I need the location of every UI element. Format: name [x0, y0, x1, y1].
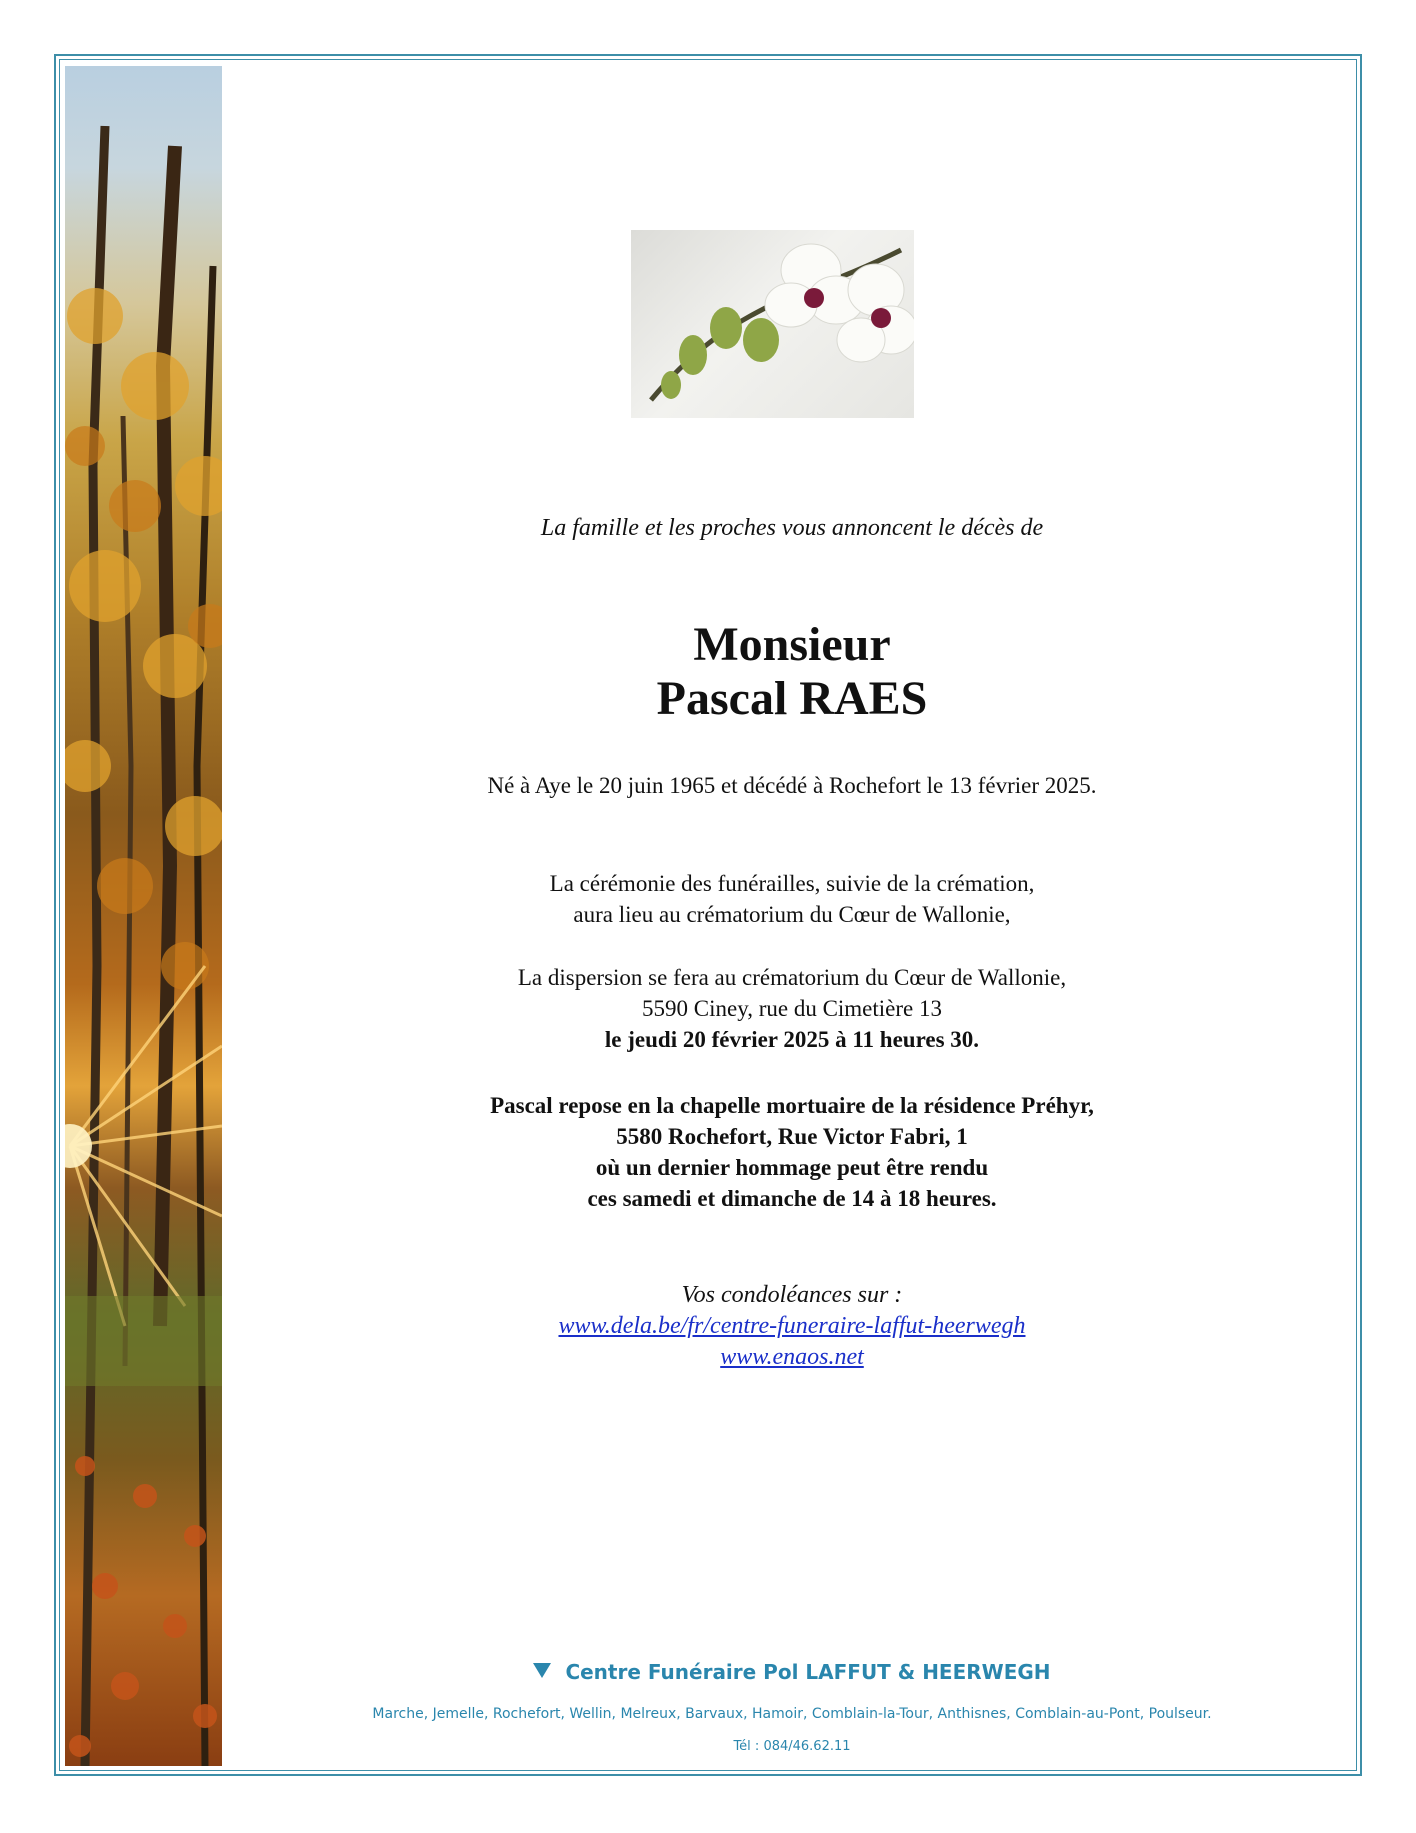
dispersion-line: La dispersion se fera au crématorium du Cœur de Wallonie, [517, 965, 1067, 990]
ceremony-line: aura lieu au crématorium du Cœur de Wallonie, [573, 902, 1011, 927]
condolences-link-enaos[interactable]: www.enaos.net [720, 1344, 864, 1370]
repose-info [222, 1090, 1362, 1214]
ceremony-info [222, 868, 1362, 930]
salutation: Monsieur [693, 618, 891, 671]
condolences-section [222, 1280, 1362, 1373]
dispersion-datetime: le jeudi 20 février 2025 à 11 heures 30. [604, 1027, 980, 1052]
orchid-photo [631, 230, 914, 418]
company-name: Centre Funéraire Pol LAFFUT & HEERWEGH [565, 1660, 1051, 1684]
full-name: Pascal RAES [656, 672, 928, 725]
dispersion-line: 5590 Ciney, rue du Cimetière 13 [642, 996, 942, 1021]
funeral-home-phone: Tél : 084/46.62.11 [733, 1739, 851, 1754]
repose-line: où un dernier hommage peut être rendu [595, 1155, 989, 1180]
intro-text: La famille et les proches vous annoncent le décès de [540, 515, 1044, 541]
repose-line: 5580 Rochefort, Rue Victor Fabri, 1 [616, 1124, 968, 1149]
ceremony-line: La cérémonie des funérailles, suivie de la crémation, [549, 871, 1035, 896]
condolences-link-dela[interactable]: www.dela.be/fr/centre-funeraire-laffut-heerwegh [558, 1313, 1026, 1339]
repose-line: ces samedi et dimanche de 14 à 18 heures. [587, 1186, 997, 1211]
autumn-forest-photo [65, 66, 222, 1766]
condolences-label: Vos condoléances sur : [681, 1282, 903, 1308]
triangle-down-icon [533, 1663, 551, 1678]
repose-line: Pascal repose en la chapelle mortuaire de la résidence Préhyr, [490, 1093, 1094, 1118]
birth-death-dates: Né à Aye le 20 juin 1965 et décédé à Rochefort le 13 février 2025. [487, 773, 1097, 798]
funeral-home-locations: Marche, Jemelle, Rochefort, Wellin, Melreux, Barvaux, Hamoir, Comblain-la-Tour, Anthisnes, Comblain-au-Pont, Poulseur. [372, 1706, 1212, 1722]
dispersion-info [222, 962, 1362, 1055]
deceased-name [222, 618, 1362, 726]
funeral-home-name [222, 1660, 1362, 1684]
